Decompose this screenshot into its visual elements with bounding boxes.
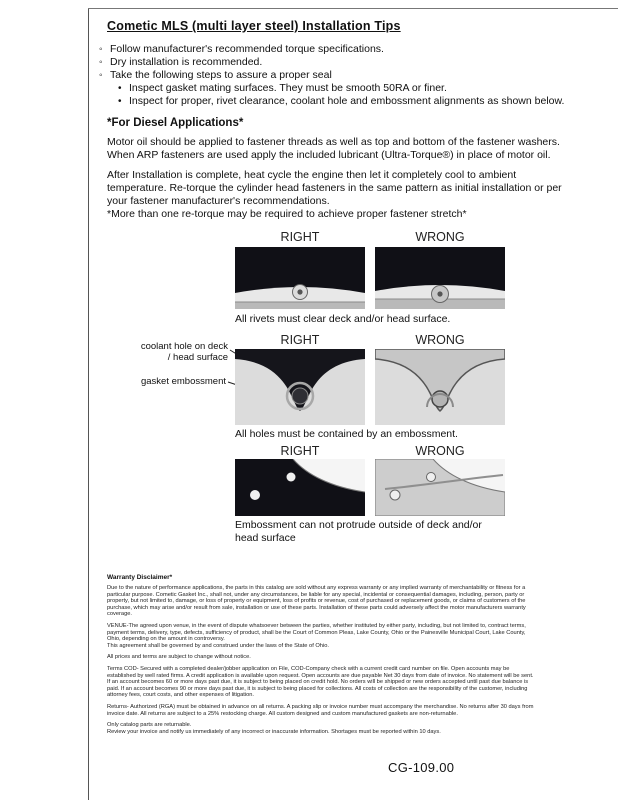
figure-rivet-clearance-wrong [375,247,505,309]
warranty-paragraph: Review your invoice and notify us immediately of any incorrect or inaccurate information. Shortages must be reported within 10 days. [107,728,441,735]
installation-tips-list [99,43,594,108]
list-sub-item: • Inspect for proper, rivet clearance, coolant hole and embossment alignments as shown below. [118,95,594,108]
figure3-caption: Embossment can not protrude outside of deck and/or head surface [235,519,482,544]
warranty-paragraph: All prices and terms are subject to change without notice. [107,654,251,661]
figure1-right-label: RIGHT [280,230,320,244]
figure-embossment-right [235,349,365,425]
figure2-right-label: RIGHT [280,333,320,347]
list-item: ◦ Dry installation is recommended. [99,56,594,69]
warranty-paragraph: VENUE-The agreed upon venue, in the event of dispute whatsoever between the parties, whether instituted by either party, including, but not limited to, contract terms, payment terms, delivery, type, defects, sufficiency of product, shall be the Court of Common Pleas, Lake County, Ohio or the Painesville Municipal Court, Lake County, Ohio, depending on the amount in controversy. [107,622,526,643]
figure3-right-label: RIGHT [280,444,320,458]
warranty-paragraph: Only catalog parts are returnable. [107,722,192,729]
warranty-paragraph: Due to the nature of performance applications, the parts in this catalog are sold without any express warranty or any implied warranty of merchantability or fitness for a particular purpose. Cometic Gasket Inc., shall not, under any circumstances, be liable for any special, incidental or consequential damages, including, person, party or property, but not limited to, damage, or loss of property or equipment, loss of profits or revenue, cost of purchased or replacement goods, or claims of customers of the purchase, which may arise and/or result from sale, installation or use of these parts. Installation of these parts could adversely affect the motor manufacturers warranty coverage. [107,585,526,618]
gasket-embossment-callout: gasket embossment [140,376,226,387]
figure3-wrong-label: WRONG [415,444,465,458]
rivet-wrong-image [375,247,505,309]
warranty-paragraph: This agreement shall be governed by and construed under the laws of the State of Ohio. [107,642,329,649]
figure-protrusion-wrong [375,459,505,516]
coolant-hole-callout: coolant hole on deck / head surface [140,341,228,363]
figure2-caption: All holes must be contained by an embossment. [235,428,458,440]
warranty-heading: Warranty Disclaimer* [107,574,173,581]
protrusion-right-image [235,459,365,516]
page-border-left [88,8,89,800]
figure1-wrong-label: WRONG [415,230,465,244]
diesel-applications-heading: *For Diesel Applications* [107,117,244,129]
warranty-section [107,574,535,740]
embossment-right-image [235,349,365,425]
list-item: ◦ Take the following steps to assure a proper seal [99,69,594,82]
page-title: Cometic MLS (multi layer steel) Installation Tips [107,19,401,33]
document-code: CG-109.00 [388,760,455,775]
figure-protrusion-right [235,459,365,516]
list-sub-item: • Inspect gasket mating surfaces. They must be smooth 50RA or finer. [118,82,594,95]
diesel-paragraph-1: Motor oil should be applied to fastener threads as well as top and bottom of the fastener washers. When ARP fasteners are used apply the included lubricant (Ultra-Torque®) in place of motor oil. [107,136,560,161]
embossment-wrong-image [375,349,505,425]
warranty-paragraph: Returns- Authorized (RGA) must be obtained in advance on all returns. A packing slip or invoice number must accompany the merchandise. No returns after 30 days from invoice date. All returns are subject to a 25% restocking charge. All custom designed and custom manufactured gaskets are non-returnable. [107,703,534,717]
retorque-note: *More than one re-torque may be required to achieve proper fastener stretch* [107,208,467,220]
warranty-paragraph: Terms COD- Secured with a completed dealer/jobber application on File, COD-Company check with a current credit card number on file. Open accounts may be established by well rated firms. A credit application is available upon request. Open accounts are due payable Net 30 days from date of invoice. No statement will be sent. If an account becomes 60 or more days past due, it is subject to being placed on credit hold. No orders will be shipped or new orders accepted until past due balance is paid. If an account becomes 90 or more days past due, it is subject to being placed for collections. All costs of collection are the responsibility of the customer, including attorney fees, court costs, and other expenses of litigation. [107,665,534,699]
page-border-top [88,8,618,9]
list-item: ◦ Follow manufacturer's recommended torque specifications. [99,43,594,56]
figure1-caption: All rivets must clear deck and/or head surface. [235,313,451,325]
rivet-right-image [235,247,365,309]
figure-embossment-wrong [375,349,505,425]
protrusion-wrong-image [375,459,505,516]
diesel-paragraph-2: After Installation is complete, heat cycle the engine then let it completely cool to ambient temperature. Re-torque the cylinder head fasteners in the same pattern as initial installation or per your fastener manufacturer's recommendations. [107,169,562,207]
figure2-wrong-label: WRONG [415,333,465,347]
figure-rivet-clearance-right [235,247,365,309]
